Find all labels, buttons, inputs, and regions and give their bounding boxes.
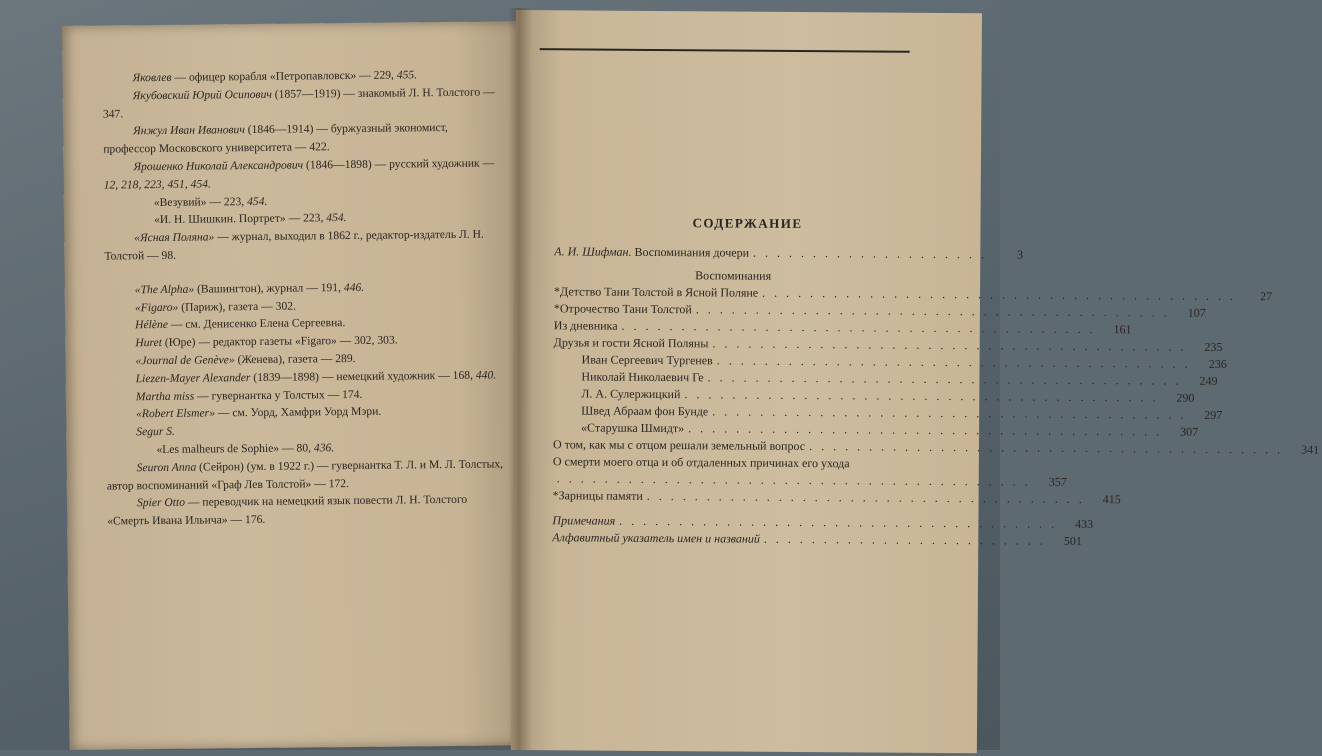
- toc-item-label: Л. А. Сулержицкий: [581, 386, 681, 402]
- toc-item-page: 307: [1180, 424, 1199, 439]
- toc-item-label: Иван Сергеевич Тургенев: [581, 352, 713, 368]
- toc-item-page: 249: [1199, 373, 1218, 388]
- index-entry-pages: 454.: [326, 211, 347, 225]
- index-entry-pages: 454.: [246, 194, 268, 208]
- toc-item-page: 3: [1016, 247, 1024, 262]
- index-entry-name: Якубовский Юрий Осипович: [132, 87, 272, 103]
- toc-item-label: Воспоминания дочери: [631, 244, 750, 260]
- index-entry-text: (1839—1898) — немецкий художник — 168,: [250, 368, 476, 384]
- index-entry-name: Яковлев: [132, 70, 172, 85]
- index-entry-name: «Figaro»: [134, 300, 179, 314]
- index-entry-name: Martha miss: [135, 389, 195, 403]
- index-entry-name: Spier Otto: [136, 496, 186, 510]
- toc-item-page: 161: [1113, 322, 1132, 337]
- left-page: [62, 21, 532, 750]
- toc-item: Алфавитный указатель имен и названий . . . . . . . . . . . . . . . . . . . . . . . . 501: [552, 530, 1082, 548]
- index-entry: [103, 119, 503, 159]
- toc-item: А. И. Шифман. Воспоминания дочери . . . . . . . . . . . . . . . . . . . . 3: [554, 244, 1024, 262]
- toc-item-page: 341: [1301, 442, 1320, 457]
- toc-item-label: Николай Николаевич Ге: [581, 369, 704, 385]
- index-entry-text: (1846—1914) — буржуазный экономист, профессор Московского университета — 422.: [103, 121, 448, 156]
- toc-item: Швед Абраам фон Бунде . . . . . . . . . . . . . . . . . . . . . . . . . . . . . . . . . . . . . . . . 297: [553, 402, 941, 422]
- index-entry-name: «Robert Elsmer»: [135, 406, 216, 421]
- index-entry-text: — журнал, выходил в 1862 г., редактор-издатель Л. Н. Толстой — 98.: [104, 227, 484, 263]
- toc-item-page: 415: [1102, 492, 1121, 507]
- index-entry-pages: 440.: [475, 368, 497, 382]
- toc-item: *Детство Тани Толстой в Ясной Поляне . . . . . . . . . . . . . . . . . . . . . . . . . . . . . . . . . . . . . . . . 27: [553, 284, 1273, 304]
- index-entry-text: (Женева), газета — 289.: [234, 351, 356, 367]
- toc-section-heading: Воспоминания: [695, 268, 772, 283]
- toc-item: Николай Николаевич Ге . . . . . . . . . . . . . . . . . . . . . . . . . . . . . . . . . . . . . . . . 249: [553, 368, 941, 388]
- toc-item-label: *Детство Тани Толстой в Ясной Поляне: [553, 284, 759, 300]
- index-entry: [107, 491, 507, 531]
- toc-item: *Отрочество Тани Толстой . . . . . . . . . . . . . . . . . . . . . . . . . . . . . . . . . . . . . . . . 107: [553, 301, 1206, 320]
- toc-item-page: 433: [1075, 516, 1094, 532]
- index-entry-name: Seuron Anna: [136, 460, 197, 474]
- toc-items: [552, 283, 1320, 457]
- toc-item: О том, как мы с отцом решали земельный вопрос . . . . . . . . . . . . . . . . . . . . . . . . . . . . . . . . . . . . . . . . 341: [552, 437, 1320, 457]
- toc-author: А. И. Шифман.: [554, 244, 632, 259]
- toc-item-page: 290: [1176, 390, 1195, 405]
- index-entry-text: «Les malheurs de Sophie» — 80,: [156, 441, 314, 456]
- toc-item-label: Швед Абраам фон Бунде: [581, 403, 709, 419]
- toc-item: Л. А. Сулержицкий . . . . . . . . . . . . . . . . . . . . . . . . . . . . . . . . . . . . . . . . 290: [553, 385, 941, 405]
- toc-item-label: Алфавитный указатель имен и названий: [552, 530, 760, 546]
- index-entry-pages: 12, 218, 223, 451, 454.: [103, 177, 211, 192]
- index-entry-text: — см. Уорд, Хамфри Уорд Мэри.: [214, 405, 382, 420]
- index-entry-text: (Вашингтон), журнал — 191,: [194, 280, 344, 296]
- toc-item: Иван Сергеевич Тургенев . . . . . . . . . . . . . . . . . . . . . . . . . . . . . . . . . . . . . . . . 236: [553, 351, 941, 371]
- index-entry: [103, 83, 503, 123]
- toc-item-label: *Отрочество Тани Толстой: [553, 301, 692, 317]
- toc-item: Друзья и гости Ясной Поляны . . . . . . . . . . . . . . . . . . . . . . . . . . . . . . . . . . . . . . . . 235: [553, 335, 1223, 354]
- index-entry: [107, 455, 507, 495]
- index-entry: [103, 154, 503, 194]
- index-entry-name: «Ясная Поляна»: [134, 230, 215, 245]
- toc-item-label: Из дневника: [553, 318, 618, 333]
- index-entry-name: Янжул Иван Иванович: [133, 123, 245, 138]
- index-entry-name: Segur S.: [136, 424, 175, 439]
- index-entry-name: «Journal de Genève»: [135, 353, 235, 368]
- toc-item: Из дневника . . . . . . . . . . . . . . . . . . . . . . . . . . . . . . . . . . . . . . . . 161: [553, 318, 1132, 337]
- toc-title: СОДЕРЖАНИЕ: [692, 215, 803, 232]
- toc-item-page: 357: [1048, 474, 1067, 489]
- index-entry-text: — офицер корабля «Петропавловск» — 229,: [171, 68, 397, 84]
- index-entry-text: (Сейрон) (ум. в 1922 г.) — гувернантка Т. Л. и М. Л. Толстых, автор воспоминаний «Граф Лев Толстой» — 172.: [106, 457, 504, 493]
- index-entry-pages: 436.: [313, 441, 335, 455]
- toc-item-label: «Старушка Шмидт»: [581, 420, 685, 436]
- index-entry-text: — гувернантка у Толстых — 174.: [194, 387, 363, 403]
- index-entry-text: (1846—1898) — русский художник —: [303, 156, 495, 172]
- toc-item: *Зарницы памяти . . . . . . . . . . . . . . . . . . . . . . . . . . . . . . . . . . . . . 415: [552, 488, 1121, 507]
- index-entry-text: — см. Денисенко Елена Сергеевна.: [167, 316, 346, 332]
- right-page: [511, 10, 1320, 753]
- index-entry-text: «И. Н. Шишкин. Портрет» — 223,: [153, 211, 327, 227]
- table-of-contents: [552, 243, 1320, 549]
- toc-item-label: О том, как мы с отцом решали земельный вопрос: [552, 437, 806, 454]
- index-entry: [104, 226, 504, 266]
- toc-item-page: 501: [1063, 533, 1082, 548]
- index-entry-name: Ярошенко Николай Александрович: [133, 158, 304, 174]
- toc-item-page: 27: [1260, 289, 1273, 304]
- index-entry-name: Hélène: [135, 318, 169, 332]
- toc-item-page: 235: [1204, 339, 1223, 354]
- index-entry-text: — переводчик на немецкий язык повести Л. Н. Толстого «Смерть Ивана Ильича» — 176.: [107, 493, 468, 528]
- toc-item-label: Друзья и гости Ясной Поляны: [553, 335, 709, 351]
- index-entry-pages: 446.: [343, 280, 365, 294]
- toc-item-page: 297: [1204, 407, 1223, 422]
- toc-item-page-row: . . . . . . . . . . . . . . . . . . . . . . . . . . . . . . . . . . . . . . . . 357: [556, 471, 1067, 489]
- index-entry-pages: 455.: [396, 68, 418, 82]
- index-entry-name: «The Alpha»: [134, 282, 195, 297]
- toc-item-label: *Зарницы памяти: [552, 488, 643, 503]
- index-list: [102, 65, 507, 530]
- toc-item-page: 107: [1187, 305, 1206, 320]
- book-gutter: [508, 8, 532, 750]
- toc-item-page: 236: [1208, 356, 1227, 371]
- toc-item-label: О смерти моего отца и об отдаленных причинах его ухода: [552, 454, 850, 471]
- index-entry-text: «Везувий» — 223,: [153, 194, 248, 209]
- header-rule: [540, 48, 910, 53]
- index-entry-text: (Юре) — редактор газеты «Figaro» — 302, 303.: [161, 333, 398, 350]
- index-entry-text: (Париж), газета — 302.: [178, 299, 296, 314]
- toc-item: Примечания . . . . . . . . . . . . . . . . . . . . . . . . . . . . . . . . . . . . . 433: [552, 513, 1094, 532]
- index-entry-text: (1857—1919) — знакомый Л. Н. Толстого — 347.: [102, 85, 495, 121]
- index-entry-name: Huret: [135, 336, 163, 350]
- index-entry-name: Liezen-Mayer Alexander: [135, 370, 251, 385]
- toc-item-label: Примечания: [552, 513, 616, 528]
- toc-item: «Старушка Шмидт» . . . . . . . . . . . . . . . . . . . . . . . . . . . . . . . . . . . . . . . . 307: [553, 419, 941, 439]
